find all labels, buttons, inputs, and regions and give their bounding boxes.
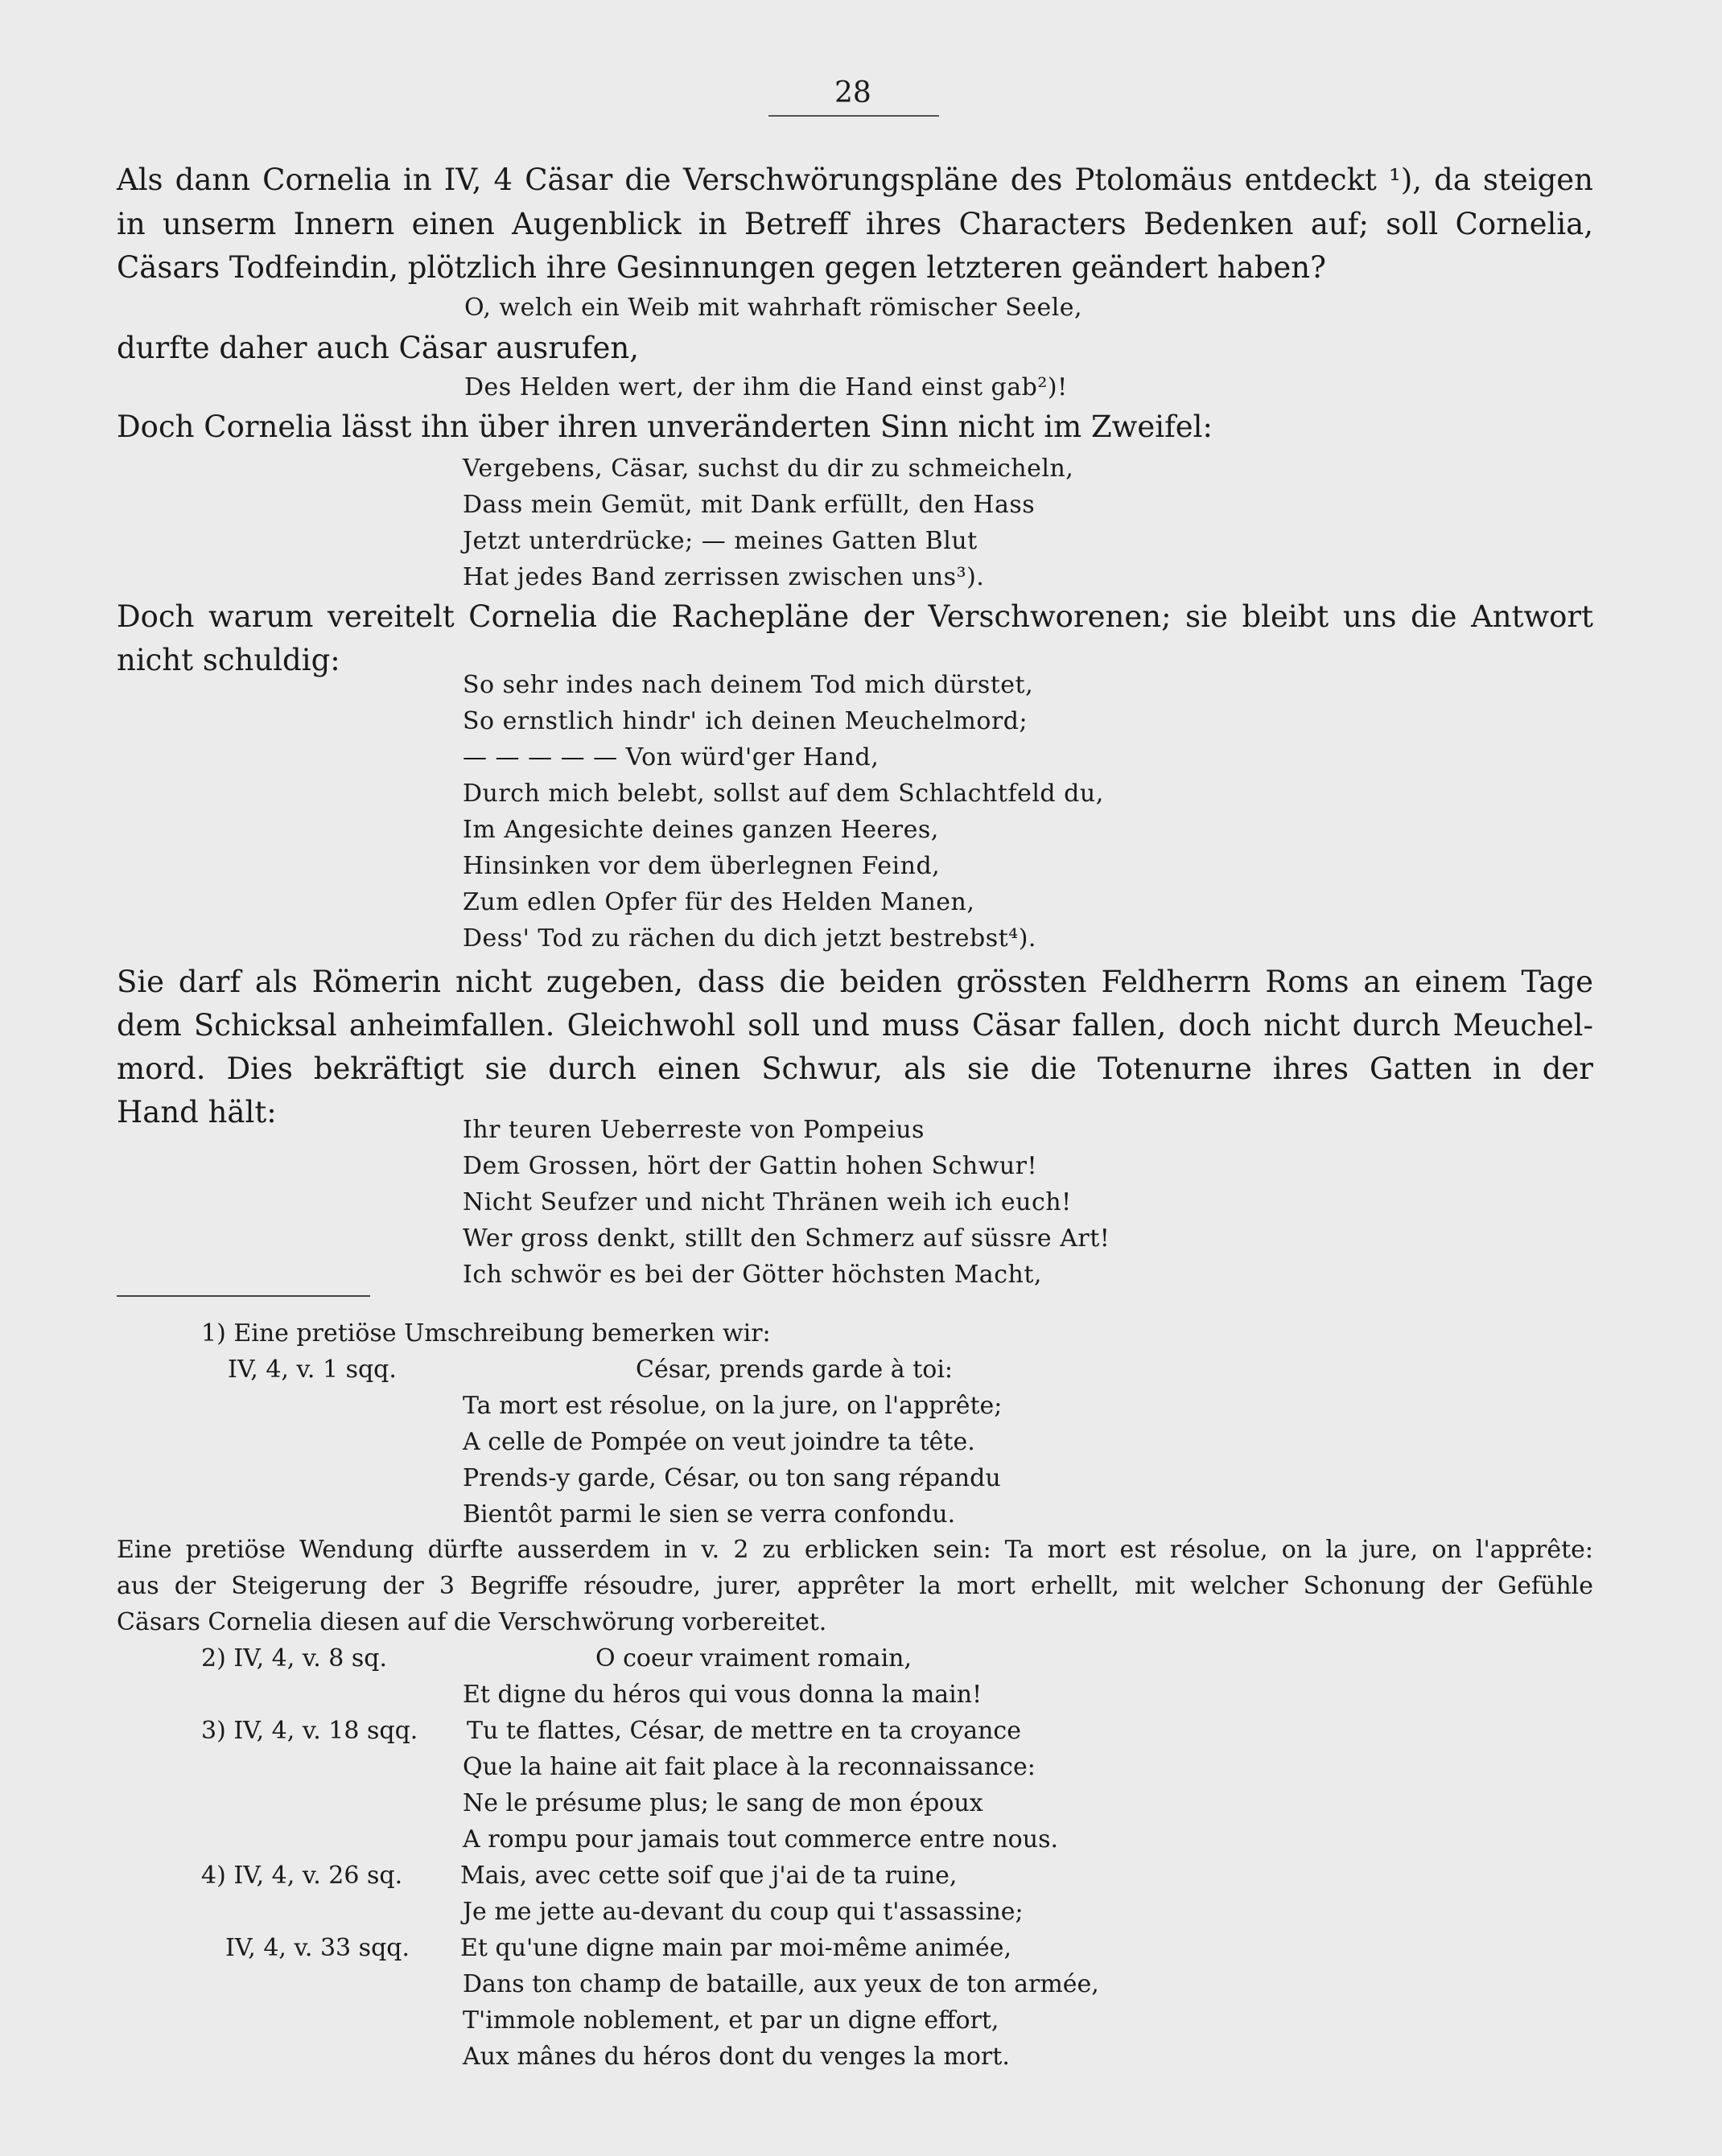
quote5-line5: Ich schwör es bei der Götter höchsten Macht, (463, 1261, 1042, 1289)
para1-line3: Cäsars Todfeindin, plötzlich ihre Gesinnungen gegen letzteren geändert haben? (117, 250, 1326, 285)
quote4-line7: Zum edlen Opfer für des Helden Manen, (463, 888, 975, 916)
footnote-4-ref: 4) IV, 4, v. 26 sq. (201, 1862, 403, 1890)
quote4-line1: So sehr indes nach deinem Tod mich dürstet, (463, 671, 1034, 699)
quote3-line2: Dass mein Gemüt, mit Dank erfüllt, den Hass (463, 491, 1036, 519)
footnote-1-verse2: Ta mort est résolue, on la jure, on l'apprête; (463, 1392, 1003, 1420)
para5-line3: mord. Dies bekräftigt sie durch einen Schwur, als sie die Totenurne ihres Gatten in der (117, 1051, 1593, 1086)
footnote-4b-verse2: Dans ton champ de bataille, aux yeux de ton armée, (463, 1970, 1099, 1998)
footnote-4-verse2: Je me jette au-devant du coup qui t'assassine; (463, 1898, 1024, 1926)
footnote-4b-verse1: Et qu'une digne main par moi-même animée, (460, 1934, 1012, 1962)
para5-line4: Hand hält: (117, 1095, 277, 1129)
quote3-line4: Hat jedes Band zerrissen zwischen uns³). (463, 563, 985, 591)
para5-line2: dem Schicksal anheimfallen. Gleichwohl soll und muss Cäsar fallen, doch nicht durch Meuchel- (117, 1008, 1593, 1043)
footnote-3-ref: 3) IV, 4, v. 18 sqq. (201, 1717, 418, 1745)
footnote-4b-verse4: Aux mânes du héros dont du venges la mort. (463, 2043, 1010, 2071)
quote4-line3: — — — — — Von würd'ger Hand, (463, 743, 880, 771)
para4-line1: Doch warum vereitelt Cornelia die Rachepläne der Verschworenen; sie bleibt uns die Antwort (117, 599, 1593, 634)
quote3-line1: Vergebens, Cäsar, suchst du dir zu schmeicheln, (463, 455, 1074, 483)
footnote-1-verse4: Prends-y garde, César, ou ton sang répandu (463, 1464, 1001, 1492)
para2-line: durfte daher auch Cäsar ausrufen, (117, 331, 639, 365)
footnote-3-verse4: A rompu pour jamais tout commerce entre nous. (463, 1825, 1058, 1854)
footnote-2-ref: 2) IV, 4, v. 8 sq. (201, 1644, 388, 1673)
page-number-rule (768, 115, 939, 117)
quote4-line8: Dess' Tod zu rächen du dich jetzt bestrebst⁴). (463, 924, 1036, 953)
quote4-line6: Hinsinken vor dem überlegnen Feind, (463, 852, 941, 880)
footnote-4b-ref: IV, 4, v. 33 sqq. (225, 1934, 410, 1962)
para4-line2: nicht schuldig: (117, 643, 340, 677)
footnote-2-verse2: Et digne du héros qui vous donna la main! (463, 1681, 983, 1709)
quote4-line4: Durch mich belebt, sollst auf dem Schlachtfeld du, (463, 780, 1104, 808)
footnote-1-verse3: A celle de Pompée on veut joindre ta tête. (463, 1428, 975, 1456)
footnote-1-text3: Cäsars Cornelia diesen auf die Verschwörung vorbereitet. (117, 1608, 827, 1636)
footnote-1-ref: IV, 4, v. 1 sqq. (228, 1356, 397, 1384)
footnote-1-intro: 1) Eine pretiöse Umschreibung bemerken wir: (201, 1319, 771, 1348)
quote4-line2: So ernstlich hindr' ich deinen Meuchelmord; (463, 707, 1028, 735)
quote5-line3: Nicht Seufzer und nicht Thränen weih ich euch! (463, 1188, 1072, 1216)
page-number: 28 (834, 76, 871, 109)
footnote-1-verse5: Bientôt parmi le sien se verra confondu. (463, 1500, 956, 1529)
footnote-2-verse1: O coeur vraiment romain, (595, 1644, 912, 1673)
footnote-3-verse1: Tu te flattes, César, de mettre en ta croyance (467, 1717, 1021, 1745)
para3-line: Doch Cornelia lässt ihn über ihren unveränderten Sinn nicht im Zweifel: (117, 409, 1213, 444)
quote5-line1: Ihr teuren Ueberreste von Pompeius (463, 1116, 925, 1144)
footnote-3-verse2: Que la haine ait fait place à la reconnaissance: (463, 1753, 1036, 1781)
para1-line2: in unserm Innern einen Augenblick in Betreff ihres Characters Bedenken auf; soll Cornelia, (117, 207, 1593, 241)
footnote-separator (117, 1295, 370, 1297)
footnote-3-verse3: Ne le présume plus; le sang de mon époux (463, 1789, 983, 1817)
quote3-line3: Jetzt unterdrücke; — meines Gatten Blut (463, 527, 978, 555)
footnote-4-verse1: Mais, avec cette soif que j'ai de ta ruine, (460, 1862, 958, 1890)
para1-line1: Als dann Cornelia in IV, 4 Cäsar die Verschwörungspläne des Ptolomäus entdeckt ¹), da steigen (117, 163, 1593, 197)
quote4-line5: Im Angesichte deines ganzen Heeres, (463, 816, 939, 844)
footnote-1-text1: Eine pretiöse Wendung dürfte ausserdem in v. 2 zu erblicken sein: Ta mort est résolue, on la jure, on l'apprête: (117, 1536, 1593, 1564)
footnote-1-verse1: César, prends garde à toi: (636, 1356, 954, 1384)
para5-line1: Sie darf als Römerin nicht zugeben, dass die beiden grössten Feldherrn Roms an einem Tage (117, 965, 1593, 999)
footnote-4b-verse3: T'immole noblement, et par un digne effort, (463, 2006, 999, 2035)
quote5-line4: Wer gross denkt, stillt den Schmerz auf süssre Art! (463, 1224, 1110, 1253)
quote1-line: O, welch ein Weib mit wahrhaft römischer Seele, (464, 294, 1083, 322)
quote5-line2: Dem Grossen, hört der Gattin hohen Schwur! (463, 1152, 1038, 1180)
footnote-1-text2: aus der Steigerung der 3 Begriffe résoudre, jurer, apprêter la mort erhellt, mit welcher Schonung der Gefühle (117, 1572, 1593, 1600)
quote2-line: Des Helden wert, der ihm die Hand einst gab²)! (464, 373, 1068, 401)
